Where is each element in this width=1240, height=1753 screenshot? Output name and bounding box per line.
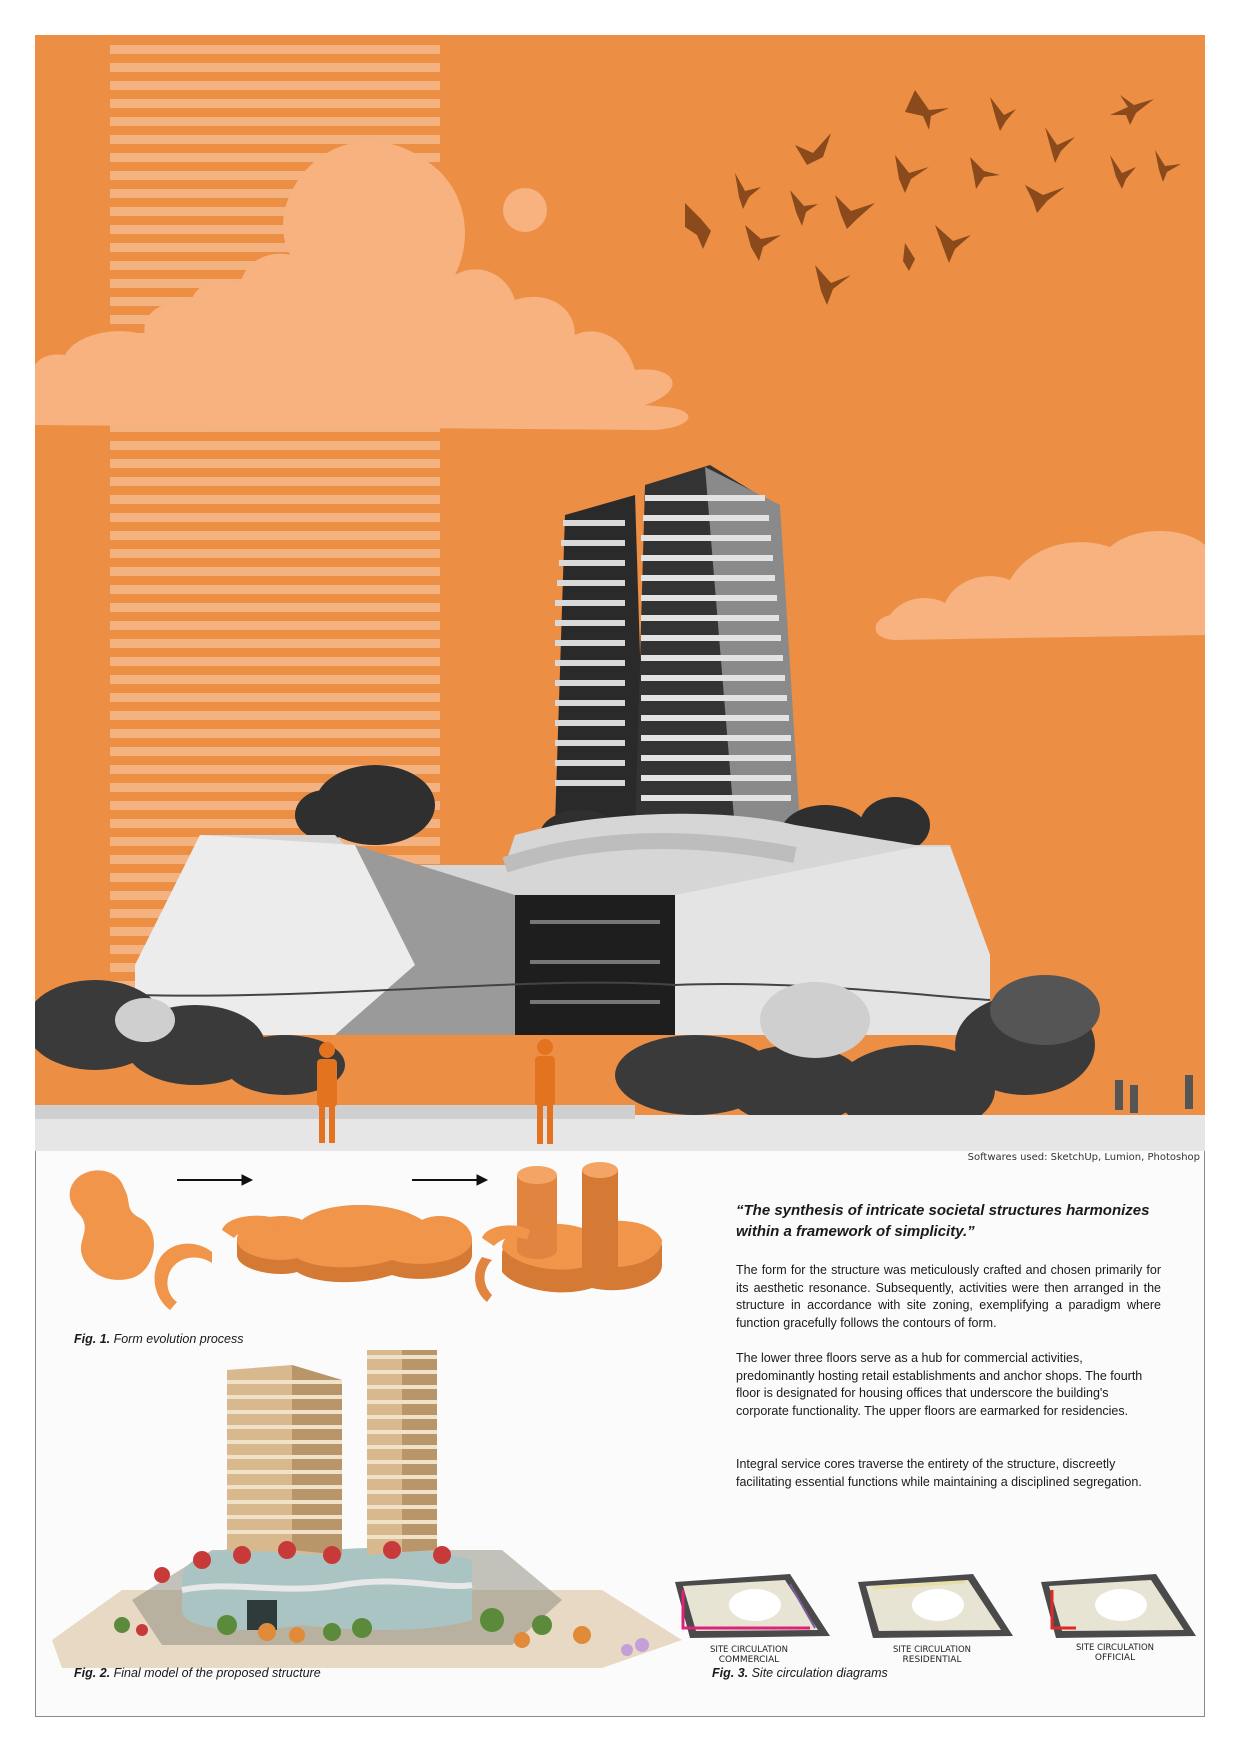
- paragraph-floors: The lower three floors serve as a hub for commercial activities, predominantly hosting retail establishments and anchor shops. The fourth floor is designated for housing offices that underscore the building's corporate functionality. The upper floors are earmarked for residencies.: [736, 1351, 1143, 1418]
- fig2-caption: [74, 1666, 321, 1680]
- fig3-number: Fig. 3.: [712, 1666, 749, 1680]
- paragraph-service-cores: Integral service cores traverse the entirety of the structure, discreetly facilitating essential functions while maintaining a disciplined segregation.: [736, 1457, 1142, 1489]
- circulation-label-line2: RESIDENTIAL: [902, 1655, 962, 1665]
- form-stage-1: [70, 1170, 212, 1310]
- circulation-label-line2: OFFICIAL: [1094, 1653, 1136, 1663]
- circulation-label-line1: SITE CIRCULATION: [1075, 1643, 1155, 1653]
- tower-left: [555, 495, 645, 825]
- circulation-label-line1: SITE CIRCULATION: [709, 1645, 789, 1655]
- tower-right: [635, 465, 800, 835]
- circulation-label-official: [1040, 1643, 1190, 1663]
- circulation-label-residential: [857, 1645, 1007, 1665]
- hero-illustration: [35, 35, 1205, 1151]
- fig2-text: Final model of the proposed structure: [110, 1666, 321, 1680]
- hero-render: [35, 35, 1205, 1151]
- circulation-residential: [858, 1574, 1013, 1638]
- fig1-number: Fig. 1.: [74, 1332, 111, 1346]
- arrow-1: [177, 1175, 252, 1185]
- final-model-render: [42, 1350, 682, 1668]
- form-stage-3: [475, 1162, 662, 1302]
- circulation-commercial: [675, 1574, 830, 1638]
- software-credit: Softwares used: SketchUp, Lumion, Photoshop: [967, 1152, 1200, 1163]
- circulation-label-line1: SITE CIRCULATION: [892, 1645, 972, 1655]
- model-tower-right: [367, 1350, 437, 1555]
- fig3-caption: [712, 1666, 888, 1680]
- circulation-diagrams: [670, 1568, 1210, 1643]
- form-evolution-diagram: [62, 1160, 672, 1335]
- fig1-caption: [74, 1332, 244, 1346]
- form-stage-2: [222, 1205, 472, 1282]
- circulation-label-commercial: [674, 1645, 824, 1665]
- circulation-official: [1041, 1574, 1196, 1638]
- fig3-text: Site circulation diagrams: [748, 1666, 888, 1680]
- model-tower-left: [227, 1365, 342, 1555]
- arrow-2: [412, 1175, 487, 1185]
- design-quote: “The synthesis of intricate societal structures harmonizes within a framework of simplicity.”: [736, 1202, 1150, 1240]
- circulation-label-line2: COMMERCIAL: [718, 1655, 780, 1665]
- paragraph-form: The form for the structure was meticulously crafted and chosen primarily for its aesthetic resonance. Subsequently, activities were then arranged in the structure in accordance with site zoning, exemplifying a paradigm where function gracefully follows the contours of form.: [736, 1263, 1161, 1330]
- fig1-text: Form evolution process: [110, 1332, 244, 1346]
- fig2-number: Fig. 2.: [74, 1666, 111, 1680]
